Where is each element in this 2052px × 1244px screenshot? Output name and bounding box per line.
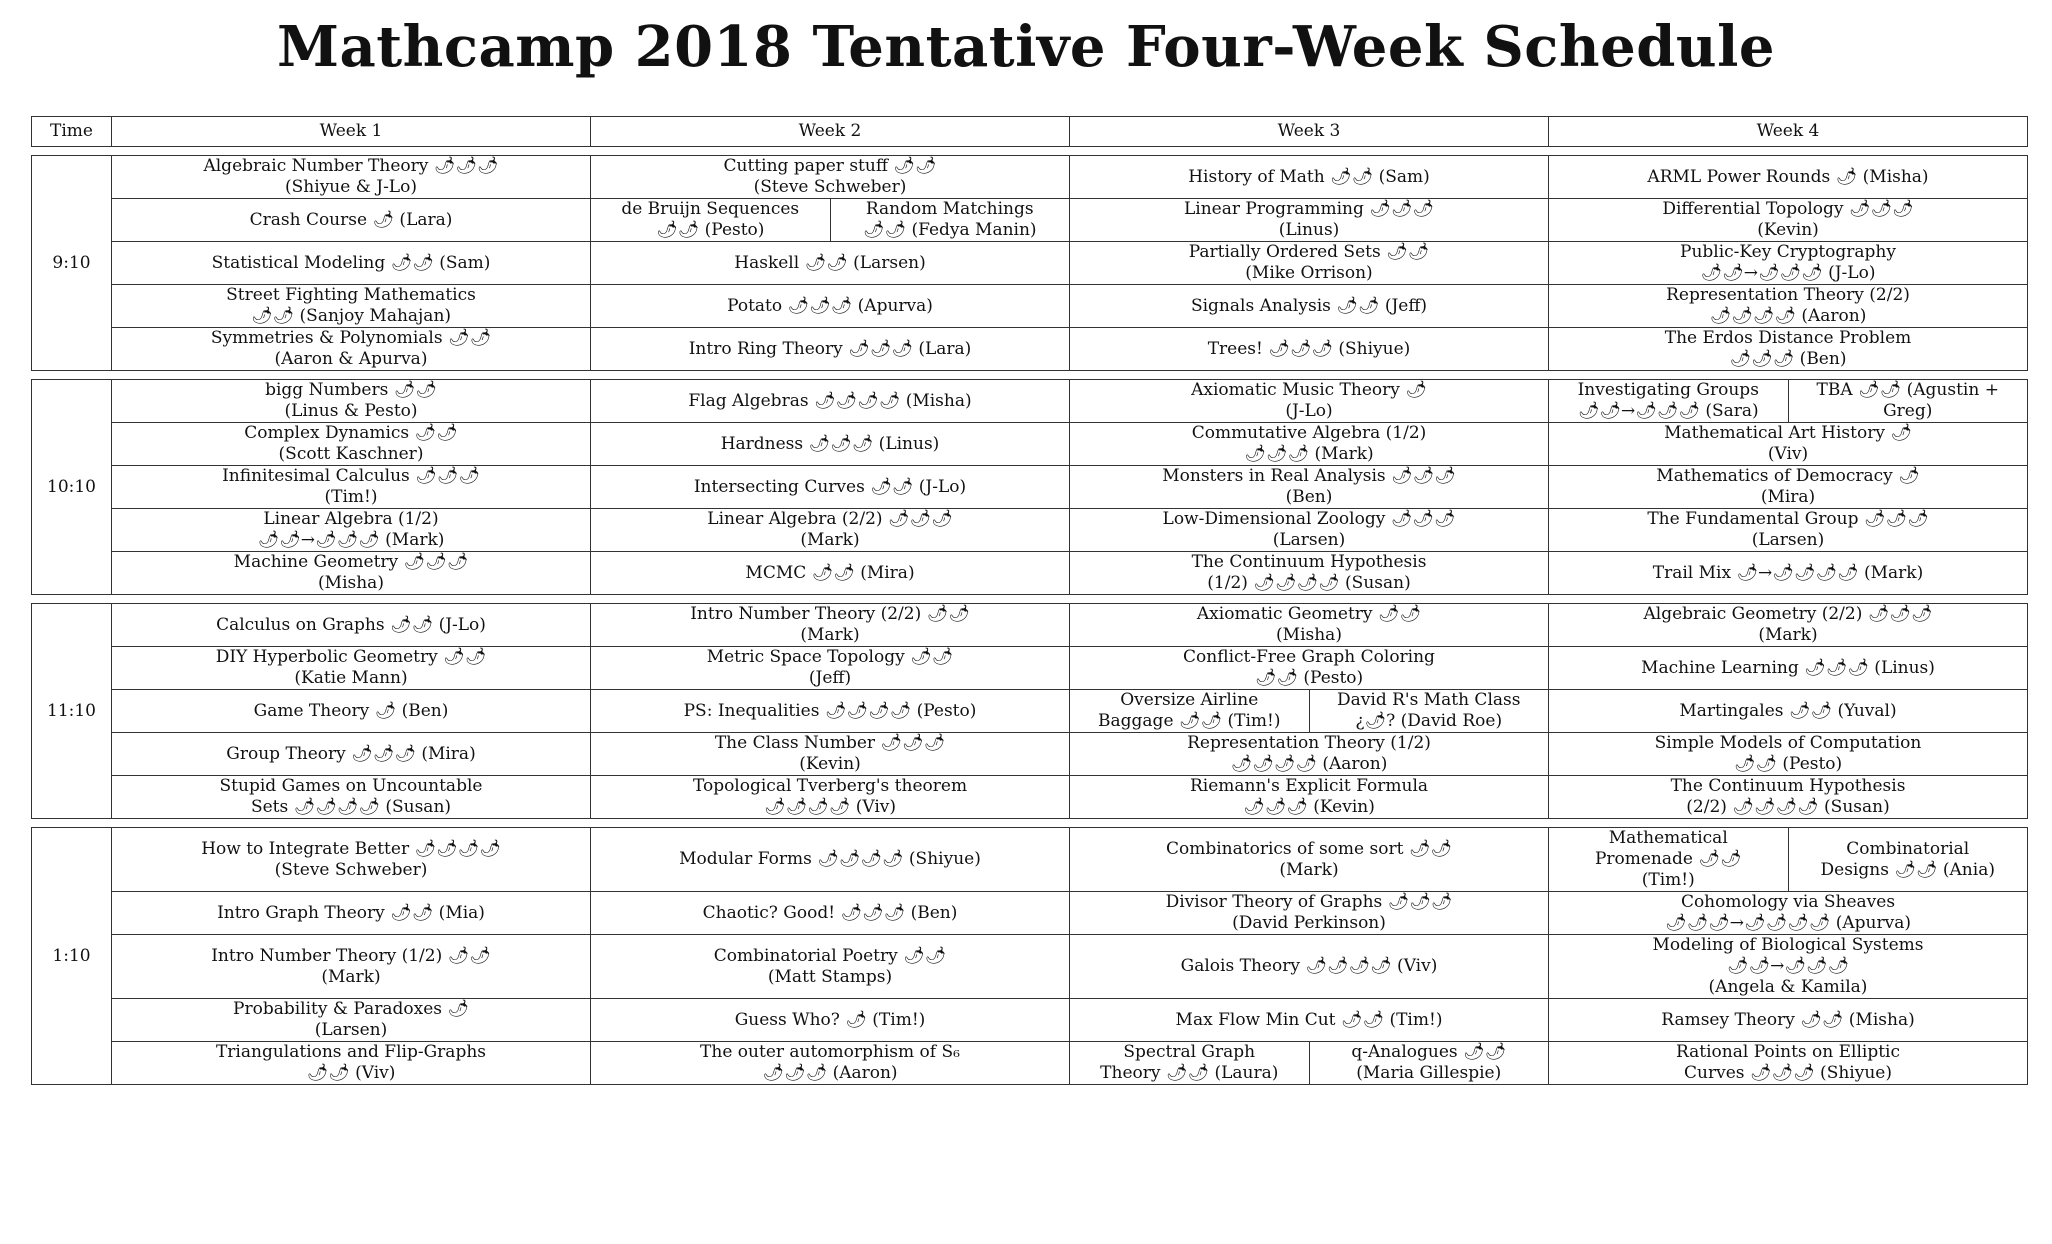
class-line: Intro Ring Theory 🌶🌶🌶 (Lara) [688, 338, 972, 359]
header-week-2: Week 2 [591, 117, 1070, 147]
class-line: Intro Graph Theory 🌶🌶 (Mia) [217, 902, 485, 923]
class-cell-week-3 [1070, 423, 1549, 466]
class-line: (Tim!) [1641, 870, 1695, 890]
class-line: (Mark) [800, 530, 860, 550]
schedule-row [32, 828, 2028, 892]
class-line: MCMC 🌶🌶 (Mira) [745, 562, 915, 583]
class-cell-week-3 [1070, 156, 1549, 199]
class-option [1788, 828, 2028, 891]
class-line: (Scott Kaschner) [278, 444, 424, 464]
class-line: Symmetries & Polynomials 🌶🌶 [210, 328, 492, 348]
class-cell-week-3 [1070, 935, 1549, 999]
class-cell-week-3 [1070, 466, 1549, 509]
schedule-row [32, 604, 2028, 647]
class-cell-week-1 [112, 423, 591, 466]
block-separator [32, 819, 2028, 828]
class-line: (David Perkinson) [1232, 913, 1386, 933]
class-line: Mathematical Art History 🌶 [1664, 423, 1912, 443]
class-cell-week-2 [591, 828, 1070, 892]
class-cell-week-3 [1070, 242, 1549, 285]
class-line: (Linus & Pesto) [284, 401, 418, 421]
time-slot: 1:10 [32, 828, 112, 1085]
schedule-row [32, 892, 2028, 935]
class-cell-week-4 [1549, 647, 2028, 690]
class-line: (Aaron & Apurva) [274, 349, 428, 369]
class-cell-week-3 [1070, 509, 1549, 552]
class-cell-week-4 [1549, 199, 2028, 242]
class-cell-week-3 [1070, 647, 1549, 690]
class-line: (Steve Schweber) [753, 177, 907, 197]
class-option [1549, 380, 1788, 422]
class-cell-week-4 [1549, 733, 2028, 776]
class-cell-week-4 [1549, 466, 2028, 509]
header-week-4: Week 4 [1549, 117, 2028, 147]
class-line: Investigating Groups [1577, 380, 1759, 400]
class-cell-week-4 [1549, 552, 2028, 595]
class-line: Curves 🌶🌶🌶 (Shiyue) [1684, 1063, 1892, 1083]
class-line: 🌶🌶🌶 (Kevin) [1243, 797, 1375, 817]
schedule-table [31, 116, 2028, 1085]
class-cell-week-4 [1549, 999, 2028, 1042]
class-line: Mathematical [1608, 828, 1728, 848]
class-line: q-Analogues 🌶🌶 [1351, 1042, 1507, 1062]
class-cell-week-2 [591, 285, 1070, 328]
class-line: 🌶🌶 (Sanjoy Mahajan) [250, 306, 452, 326]
split-cell [591, 199, 1069, 241]
class-cell-week-2 [591, 199, 1070, 242]
class-line: The outer automorphism of S₆ [700, 1042, 960, 1062]
class-cell-week-1 [112, 604, 591, 647]
class-line: Crash Course 🌶 (Lara) [249, 209, 453, 230]
class-line: The Erdos Distance Problem [1664, 328, 1912, 348]
class-line: Potato 🌶🌶🌶 (Apurva) [727, 295, 933, 316]
class-line: (Kevin) [1757, 220, 1819, 240]
class-line: 🌶🌶🌶→🌶🌶🌶🌶 (Apurva) [1665, 913, 1911, 933]
class-line: Simple Models of Computation [1654, 733, 1922, 753]
block-separator [32, 371, 2028, 380]
class-cell-week-4 [1549, 690, 2028, 733]
class-cell-week-1 [112, 892, 591, 935]
block-separator [32, 147, 2028, 156]
class-line: Metric Space Topology 🌶🌶 [706, 647, 954, 667]
schedule-row [32, 466, 2028, 509]
class-line: History of Math 🌶🌶 (Sam) [1188, 166, 1430, 187]
schedule-row [32, 285, 2028, 328]
class-cell-week-4 [1549, 380, 2028, 423]
class-line: (Mark) [1758, 625, 1818, 645]
class-line: Mathematics of Democracy 🌶 [1656, 466, 1920, 486]
class-line: (Mark) [800, 625, 860, 645]
class-cell-week-4 [1549, 242, 2028, 285]
class-line: The Class Number 🌶🌶🌶 [714, 733, 946, 753]
schedule-row [32, 733, 2028, 776]
class-cell-week-4 [1549, 156, 2028, 199]
class-line: Linear Algebra (1/2) [263, 509, 439, 529]
class-cell-week-1 [112, 156, 591, 199]
class-line: 🌶🌶🌶🌶 (Aaron) [1709, 306, 1867, 326]
class-cell-week-1 [112, 509, 591, 552]
class-line: (Maria Gillespie) [1356, 1063, 1502, 1083]
class-line: (Angela & Kamila) [1708, 977, 1868, 997]
class-line: 🌶🌶→🌶🌶🌶 (Sara) [1577, 401, 1759, 421]
class-line: Low-Dimensional Zoology 🌶🌶🌶 [1162, 509, 1456, 529]
class-line: Statistical Modeling 🌶🌶 (Sam) [211, 252, 491, 273]
class-line: The Continuum Hypothesis [1670, 776, 1906, 796]
class-line: 🌶🌶 (Pesto) [656, 220, 765, 240]
class-line: Trail Mix 🌶→🌶🌶🌶🌶 (Mark) [1652, 562, 1924, 583]
class-cell-week-2 [591, 380, 1070, 423]
class-line: (Linus) [1278, 220, 1340, 240]
schedule-row [32, 328, 2028, 371]
schedule-row [32, 509, 2028, 552]
class-line: Max Flow Min Cut 🌶🌶 (Tim!) [1175, 1009, 1443, 1030]
header-row [32, 117, 2028, 147]
class-cell-week-2 [591, 733, 1070, 776]
class-cell-week-2 [591, 999, 1070, 1042]
class-line: (Kevin) [799, 754, 861, 774]
class-cell-week-2 [591, 328, 1070, 371]
class-line: Modeling of Biological Systems [1652, 935, 1924, 955]
class-line: 🌶🌶🌶 (Ben) [1729, 349, 1847, 369]
class-line: Group Theory 🌶🌶🌶 (Mira) [226, 743, 476, 764]
class-line: Combinatorial [1846, 838, 1970, 859]
class-line: Monsters in Real Analysis 🌶🌶🌶 [1162, 466, 1456, 486]
class-line: Probability & Paradoxes 🌶 [233, 999, 469, 1019]
schedule-row [32, 690, 2028, 733]
class-line: (Shiyue & J-Lo) [285, 177, 417, 197]
class-line: 🌶🌶→🌶🌶🌶 [1726, 956, 1850, 976]
class-cell-week-4 [1549, 328, 2028, 371]
class-line: Rational Points on Elliptic [1675, 1042, 1901, 1062]
class-cell-week-1 [112, 733, 591, 776]
class-line: (Larsen) [1751, 530, 1825, 550]
class-cell-week-3 [1070, 1042, 1549, 1085]
class-line: (J-Lo) [1285, 401, 1333, 421]
schedule-row [32, 552, 2028, 595]
schedule-row [32, 380, 2028, 423]
class-line: Intro Number Theory (1/2) 🌶🌶 [211, 945, 491, 966]
class-line: Infinitesimal Calculus 🌶🌶🌶 [222, 466, 480, 486]
class-option [591, 199, 830, 241]
class-line: 🌶🌶 (Viv) [306, 1063, 396, 1083]
class-line: Algebraic Geometry (2/2) 🌶🌶🌶 [1643, 604, 1933, 624]
class-cell-week-2 [591, 647, 1070, 690]
class-line: (Misha) [318, 573, 384, 593]
schedule-row [32, 423, 2028, 466]
class-line: 🌶🌶🌶🌶 (Viv) [763, 797, 896, 817]
class-line: Intersecting Curves 🌶🌶 (J-Lo) [693, 476, 967, 497]
class-line: 🌶🌶 (Pesto) [1254, 668, 1364, 688]
class-line: bigg Numbers 🌶🌶 [265, 380, 437, 400]
class-line: Machine Geometry 🌶🌶🌶 [233, 552, 469, 572]
time-slot: 9:10 [32, 156, 112, 371]
class-line: (Larsen) [1272, 530, 1346, 550]
class-cell-week-2 [591, 1042, 1070, 1085]
class-cell-week-4 [1549, 604, 2028, 647]
class-line: Representation Theory (1/2) [1187, 733, 1431, 753]
class-line: Cohomology via Sheaves [1680, 892, 1896, 912]
class-line: 🌶🌶🌶 (Aaron) [762, 1063, 898, 1083]
class-line: Designs 🌶🌶 (Ania) [1820, 859, 1995, 880]
class-line: Guess Who? 🌶 (Tim!) [734, 1009, 926, 1030]
class-line: (Mark) [1279, 859, 1339, 880]
class-line: Calculus on Graphs 🌶🌶 (J-Lo) [216, 614, 486, 635]
class-line: Game Theory 🌶 (Ben) [253, 700, 449, 721]
class-cell-week-2 [591, 776, 1070, 819]
class-line: DIY Hyperbolic Geometry 🌶🌶 [215, 647, 487, 667]
class-option [1788, 380, 2028, 422]
class-cell-week-3 [1070, 380, 1549, 423]
class-option [1309, 1042, 1549, 1084]
class-line: Martingales 🌶🌶 (Yuval) [1679, 700, 1897, 721]
class-line: Commutative Algebra (1/2) [1191, 423, 1427, 443]
header-week-1: Week 1 [112, 117, 591, 147]
class-line: PS: Inequalities 🌶🌶🌶🌶 (Pesto) [683, 700, 977, 721]
class-line: Signals Analysis 🌶🌶 (Jeff) [1190, 295, 1428, 316]
class-line: Combinatorics of some sort 🌶🌶 [1165, 838, 1452, 859]
class-cell-week-1 [112, 776, 591, 819]
class-cell-week-3 [1070, 776, 1549, 819]
class-line: Hardness 🌶🌶🌶 (Linus) [720, 433, 940, 454]
class-line: 🌶🌶 (Pesto) [1733, 754, 1843, 774]
class-cell-week-1 [112, 380, 591, 423]
class-line: (1/2) 🌶🌶🌶🌶 (Susan) [1207, 573, 1411, 593]
class-line: Street Fighting Mathematics [226, 285, 476, 305]
class-line: Trees! 🌶🌶🌶 (Shiyue) [1207, 338, 1411, 359]
class-line: Public-Key Cryptography [1680, 242, 1896, 262]
class-cell-week-2 [591, 509, 1070, 552]
schedule-row [32, 242, 2028, 285]
class-cell-week-1 [112, 242, 591, 285]
class-line: Sets 🌶🌶🌶🌶 (Susan) [250, 797, 452, 817]
class-line: (Jeff) [808, 668, 852, 688]
class-cell-week-4 [1549, 423, 2028, 466]
class-cell-week-1 [112, 690, 591, 733]
schedule-row [32, 776, 2028, 819]
class-line: Representation Theory (2/2) [1666, 285, 1910, 305]
class-line: 🌶🌶→🌶🌶🌶 (Mark) [257, 530, 445, 550]
schedule-row [32, 999, 2028, 1042]
class-option [1070, 690, 1309, 732]
class-cell-week-1 [112, 285, 591, 328]
class-line: (Larsen) [314, 1020, 388, 1040]
class-line: The Fundamental Group 🌶🌶🌶 [1647, 509, 1929, 529]
class-cell-week-1 [112, 828, 591, 892]
class-cell-week-1 [112, 1042, 591, 1085]
schedule-row [32, 199, 2028, 242]
class-line: Machine Learning 🌶🌶🌶 (Linus) [1641, 657, 1935, 678]
class-line: Baggage 🌶🌶 (Tim!) [1098, 711, 1281, 731]
class-cell-week-3 [1070, 552, 1549, 595]
class-line: 🌶🌶🌶🌶 (Aaron) [1230, 754, 1388, 774]
class-option [830, 199, 1070, 241]
split-cell [1070, 690, 1548, 732]
class-line: Spectral Graph [1123, 1042, 1256, 1062]
class-cell-week-3 [1070, 690, 1549, 733]
class-line: (Matt Stamps) [767, 966, 893, 987]
class-cell-week-4 [1549, 828, 2028, 892]
schedule-row [32, 935, 2028, 999]
class-cell-week-2 [591, 242, 1070, 285]
class-cell-week-2 [591, 466, 1070, 509]
class-cell-week-2 [591, 690, 1070, 733]
class-cell-week-2 [591, 423, 1070, 466]
class-line: de Bruijn Sequences [621, 199, 800, 219]
class-cell-week-1 [112, 466, 591, 509]
class-line: (Mark) [321, 966, 381, 987]
class-line: Linear Programming 🌶🌶🌶 [1183, 199, 1434, 219]
class-line: Theory 🌶🌶 (Laura) [1100, 1063, 1279, 1083]
class-line: Cutting paper stuff 🌶🌶 [723, 156, 937, 176]
class-cell-week-4 [1549, 285, 2028, 328]
class-line: Modular Forms 🌶🌶🌶🌶 (Shiyue) [679, 849, 981, 869]
split-cell [1070, 1042, 1548, 1084]
class-cell-week-1 [112, 647, 591, 690]
class-cell-week-2 [591, 892, 1070, 935]
class-line: Random Matchings [865, 199, 1034, 219]
class-cell-week-2 [591, 604, 1070, 647]
class-line: Algebraic Number Theory 🌶🌶🌶 [203, 156, 499, 176]
class-line: Conflict-Free Graph Coloring [1183, 647, 1435, 667]
class-cell-week-3 [1070, 199, 1549, 242]
class-line: Intro Number Theory (2/2) 🌶🌶 [690, 604, 970, 624]
class-cell-week-3 [1070, 733, 1549, 776]
split-cell [1549, 828, 2027, 891]
class-line: Divisor Theory of Graphs 🌶🌶🌶 [1165, 892, 1453, 912]
class-line: Riemann's Explicit Formula [1189, 776, 1429, 796]
class-cell-week-1 [112, 935, 591, 999]
class-cell-week-3 [1070, 892, 1549, 935]
class-line: Chaotic? Good! 🌶🌶🌶 (Ben) [702, 902, 958, 923]
split-cell [1549, 380, 2027, 422]
class-cell-week-1 [112, 552, 591, 595]
class-line: Complex Dynamics 🌶🌶 [244, 423, 458, 443]
class-cell-week-2 [591, 156, 1070, 199]
class-line: (Viv) [1767, 444, 1809, 464]
schedule-row [32, 647, 2028, 690]
header-time: Time [32, 117, 112, 147]
class-line: Differential Topology 🌶🌶🌶 [1662, 199, 1914, 219]
class-line: Linear Algebra (2/2) 🌶🌶🌶 [707, 509, 953, 529]
class-cell-week-3 [1070, 285, 1549, 328]
class-line: (Mira) [1760, 487, 1816, 507]
class-line: Topological Tverberg's theorem [692, 776, 968, 796]
class-line: Axiomatic Geometry 🌶🌶 [1196, 604, 1422, 624]
class-line: Partially Ordered Sets 🌶🌶 [1188, 242, 1430, 262]
class-line: Haskell 🌶🌶 (Larsen) [734, 252, 926, 273]
class-option [1549, 828, 1788, 891]
class-line: Axiomatic Music Theory 🌶 [1191, 380, 1427, 400]
schedule-row [32, 1042, 2028, 1085]
class-line: (Steve Schweber) [274, 859, 428, 880]
class-line: ARML Power Rounds 🌶 (Misha) [1647, 166, 1929, 187]
schedule-row [32, 156, 2028, 199]
class-line: ¿🌶? (David Roe) [1355, 711, 1503, 731]
class-line: (Misha) [1276, 625, 1342, 645]
class-line: The Continuum Hypothesis [1191, 552, 1427, 572]
time-slot: 10:10 [32, 380, 112, 595]
class-cell-week-4 [1549, 935, 2028, 999]
class-line: How to Integrate Better 🌶🌶🌶🌶 [201, 838, 501, 859]
class-line: 🌶🌶 (Fedya Manin) [862, 220, 1037, 240]
class-option [1070, 1042, 1309, 1084]
class-line: Promenade 🌶🌶 [1594, 849, 1742, 869]
class-line: 🌶🌶→🌶🌶🌶 (J-Lo) [1700, 263, 1876, 283]
class-cell-week-3 [1070, 328, 1549, 371]
class-option [1309, 690, 1549, 732]
class-cell-week-2 [591, 552, 1070, 595]
class-line: Triangulations and Flip-Graphs [215, 1042, 487, 1062]
class-cell-week-1 [112, 328, 591, 371]
class-line: Galois Theory 🌶🌶🌶🌶 (Viv) [1180, 956, 1438, 976]
class-line: David R's Math Class [1337, 690, 1521, 710]
class-line: Greg) [1883, 401, 1933, 421]
class-cell-week-3 [1070, 999, 1549, 1042]
class-line: Stupid Games on Uncountable [219, 776, 483, 796]
page-title: Mathcamp 2018 Tentative Four-Week Schedule [276, 14, 1776, 80]
class-cell-week-1 [112, 199, 591, 242]
class-line: (Tim!) [324, 487, 378, 507]
class-line: (Mike Orrison) [1245, 263, 1373, 283]
class-line: TBA 🌶🌶 (Agustin + [1816, 380, 1999, 400]
class-line: Flag Algebras 🌶🌶🌶🌶 (Misha) [688, 390, 972, 411]
class-line: (Katie Mann) [294, 668, 408, 688]
class-line: 🌶🌶🌶 (Mark) [1244, 444, 1374, 464]
time-slot: 11:10 [32, 604, 112, 819]
class-cell-week-3 [1070, 604, 1549, 647]
class-line: (2/2) 🌶🌶🌶🌶 (Susan) [1686, 797, 1890, 817]
class-line: Oversize Airline [1120, 690, 1259, 710]
class-line: Ramsey Theory 🌶🌶 (Misha) [1661, 1009, 1915, 1030]
class-cell-week-4 [1549, 892, 2028, 935]
class-cell-week-4 [1549, 776, 2028, 819]
class-cell-week-4 [1549, 1042, 2028, 1085]
class-cell-week-3 [1070, 828, 1549, 892]
class-cell-week-1 [112, 999, 591, 1042]
class-cell-week-2 [591, 935, 1070, 999]
class-cell-week-4 [1549, 509, 2028, 552]
block-separator [32, 595, 2028, 604]
header-week-3: Week 3 [1070, 117, 1549, 147]
class-line: Combinatorial Poetry 🌶🌶 [713, 945, 947, 966]
class-line: (Ben) [1285, 487, 1333, 507]
